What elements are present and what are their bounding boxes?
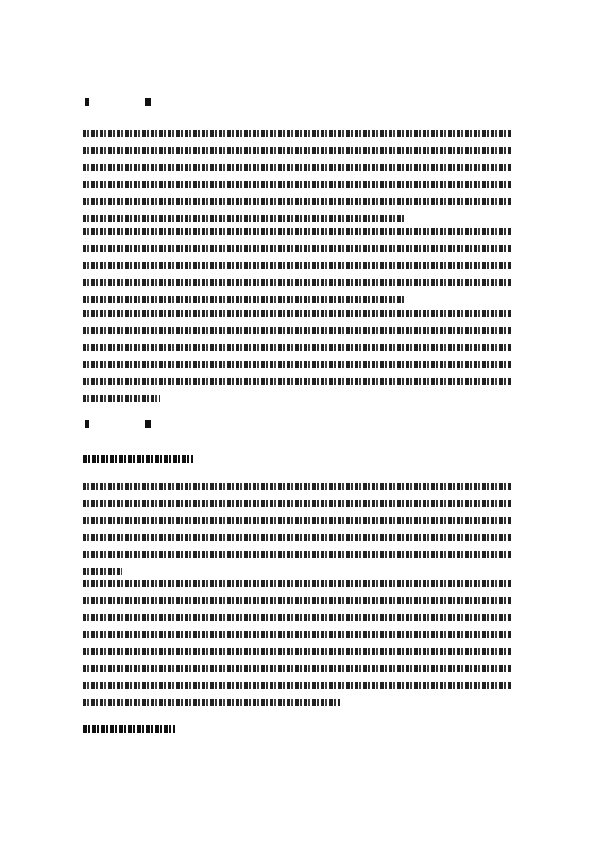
body-paragraph bbox=[83, 580, 512, 716]
text-line bbox=[83, 614, 512, 621]
text-line bbox=[83, 245, 512, 252]
text-line bbox=[83, 580, 512, 587]
text-line bbox=[83, 682, 512, 689]
text-line bbox=[83, 631, 512, 638]
subsection-heading bbox=[83, 725, 175, 733]
body-paragraph bbox=[83, 310, 512, 412]
body-paragraph bbox=[83, 228, 512, 313]
text-line bbox=[83, 517, 512, 524]
text-line bbox=[83, 215, 405, 222]
text-line bbox=[83, 296, 405, 303]
text-line bbox=[83, 344, 512, 351]
text-line bbox=[83, 551, 512, 558]
text-line bbox=[83, 181, 512, 188]
text-line bbox=[83, 279, 512, 286]
text-line bbox=[83, 198, 512, 205]
text-line bbox=[83, 262, 512, 269]
heading-number-mark bbox=[85, 98, 89, 106]
text-line bbox=[83, 500, 512, 507]
text-line bbox=[83, 310, 512, 317]
text-line bbox=[83, 483, 512, 490]
text-line bbox=[83, 164, 512, 171]
text-line bbox=[83, 327, 512, 334]
text-line bbox=[83, 699, 340, 706]
text-line bbox=[83, 665, 512, 672]
heading-title-mark bbox=[145, 420, 151, 428]
section-heading bbox=[83, 418, 163, 430]
section-heading bbox=[83, 96, 163, 108]
heading-title-mark bbox=[145, 98, 151, 106]
text-line bbox=[83, 648, 512, 655]
text-line bbox=[83, 378, 512, 385]
text-line bbox=[83, 147, 512, 154]
text-line bbox=[83, 534, 512, 541]
subsection-heading bbox=[83, 455, 193, 463]
text-line bbox=[83, 568, 122, 575]
text-line bbox=[83, 361, 512, 368]
heading-number-mark bbox=[85, 420, 89, 428]
text-line bbox=[83, 130, 512, 137]
text-line bbox=[83, 395, 160, 402]
body-paragraph bbox=[83, 483, 512, 585]
body-paragraph bbox=[83, 130, 512, 232]
text-line bbox=[83, 597, 512, 604]
text-line bbox=[83, 228, 512, 235]
